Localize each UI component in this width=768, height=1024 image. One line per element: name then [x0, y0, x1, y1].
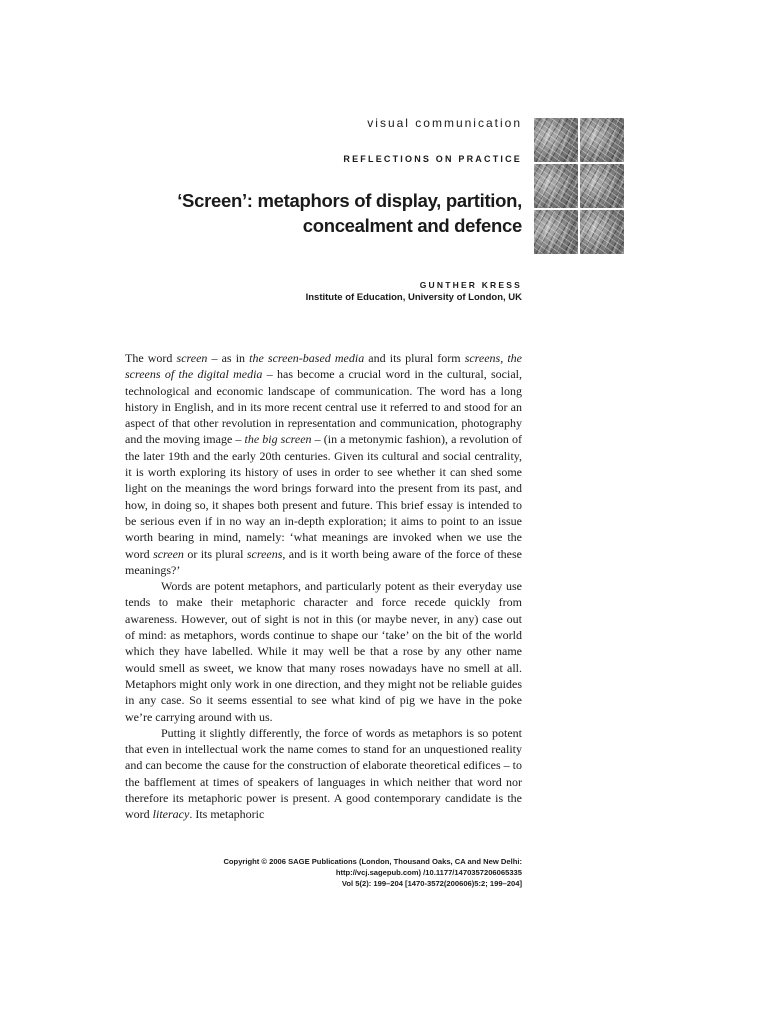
text-run: , and is it worth being aware of the force of these meanings?’	[125, 546, 522, 577]
italic-term: literacy	[152, 807, 190, 822]
text-run: and its plural form	[364, 351, 465, 365]
author-name: GUNTHER KRESS	[419, 280, 522, 290]
paragraph-2	[125, 578, 522, 725]
text-run: – (in a metonymic fashion), a revolution of the later 19th and the early 20th centuries. Given its cultural and social centrality, it is worth exploring its history of uses in order to see whether it can shed some light on the meanings the word brings forward into the present from its past, and how, in doing so, it shapes both present and future. This brief essay is intended to be serious even if in no way an in-depth exploration; it aims to point to an issue worth bearing in mind, namely: ‘what meanings are invoked when we use the word	[125, 432, 522, 561]
section-label: REFLECTIONS ON PRACTICE	[343, 154, 522, 164]
italic-term: the big screen	[244, 432, 312, 447]
text-run: . Its metaphoric	[189, 807, 265, 822]
author-affiliation: Institute of Education, University of London, UK	[305, 292, 522, 303]
mosaic-tile	[534, 118, 578, 162]
text-run: – has become a crucial word in the cultural, social, technological and economic landscape of communication. The word has a long history in English, and in its more recent central use it referred to and stood for an aspect of that other revolution in representation and communication, photography and the moving image –	[125, 367, 522, 447]
copyright-line-2: http://vcj.sagepub.com) /10.1177/1470357206065335	[335, 868, 522, 877]
title-line-2: concealment and defence	[302, 215, 522, 236]
mosaic-tile	[580, 164, 624, 208]
copyright-notice	[102, 856, 522, 889]
paragraph-1	[125, 350, 522, 578]
copyright-line-1: Copyright © 2006 SAGE Publications (London, Thousand Oaks, CA and New Delhi:	[223, 857, 522, 866]
text-run: Putting it slightly differently, the force of words as metaphors is so potent that even in intellectual work the name comes to stand for an unquestioned reality and can become the cause for the construction of elaborate theoretical edifices – to the bafflement at times of speakers of languages in which neither that word nor therefore its metaphoric power is present. A good contemporary candidate is the word	[125, 725, 522, 822]
mosaic-tile	[534, 210, 578, 254]
italic-term: screens, the screens of the digital media	[125, 351, 522, 382]
article-title	[82, 188, 522, 238]
title-line-1: ‘Screen’: metaphors of display, partition,	[177, 190, 522, 211]
text-run: Words are potent metaphors, and particularly potent as their everyday use tends to make their metaphoric character and force recede quickly from awareness. However, out of sight is not in this (or maybe never, in any) case out of mind: as metaphors, words continue to shape our ‘take’ on the bit of the world which they have labelled. While it may well be that a rose by any other name would smell as sweet, we know that many roses nowadays have no smell at all. Metaphors might only work in one direction, and they might not be reliable guides in any case. So it seems essential to see what kind of pig we have in the poke we’re carrying around with us.	[125, 579, 522, 724]
italic-term: screen	[176, 351, 208, 365]
cover-image-mosaic	[534, 118, 624, 254]
text-run: or its plural	[183, 546, 247, 561]
article-body	[125, 350, 522, 823]
mosaic-tile	[580, 118, 624, 162]
mosaic-tile	[534, 164, 578, 208]
journal-name: visual communication	[367, 116, 522, 130]
mosaic-tile	[580, 210, 624, 254]
italic-term: screens	[246, 546, 283, 561]
italic-term: the screen-based media	[249, 351, 365, 365]
paragraph-3	[125, 725, 522, 823]
text-run: The word	[125, 351, 177, 365]
copyright-line-3: Vol 5(2): 199–204 [1470-3572(200606)5:2; 199–204]	[341, 879, 522, 888]
text-run: – as in	[207, 351, 250, 365]
italic-term: screen	[153, 546, 184, 561]
